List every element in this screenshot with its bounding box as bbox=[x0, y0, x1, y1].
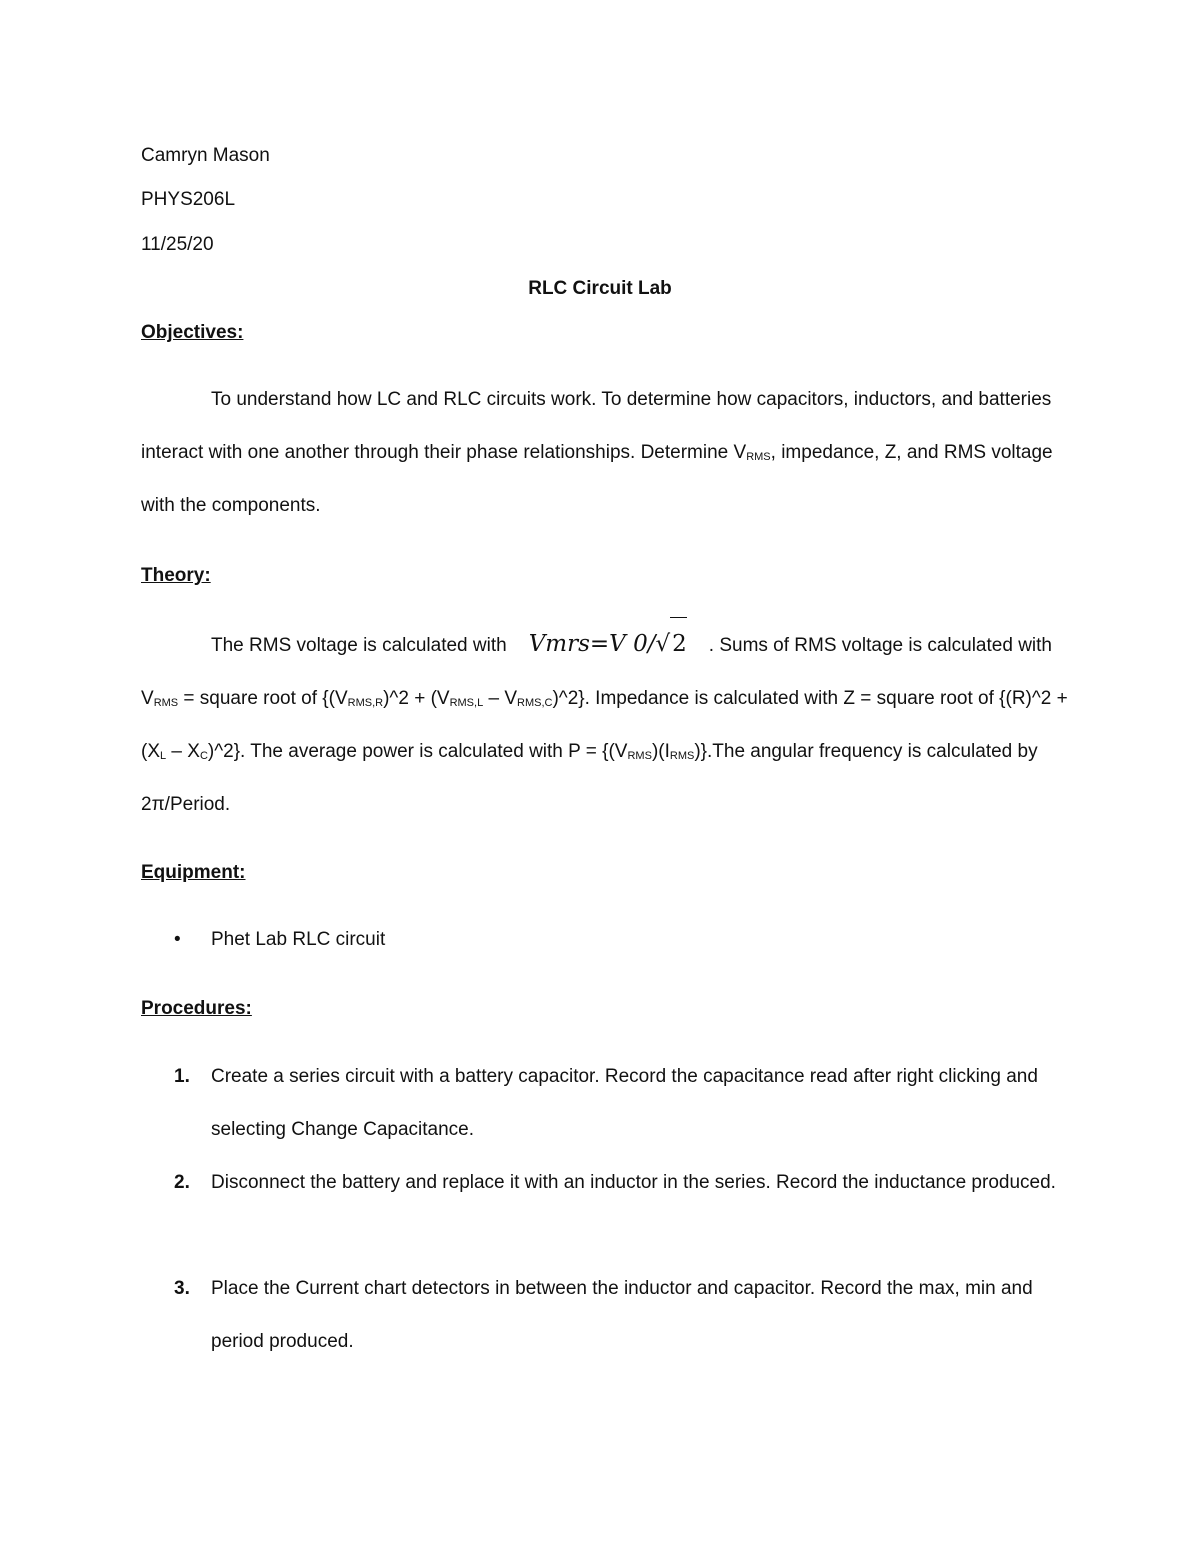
step-number: 2. bbox=[174, 1172, 190, 1193]
objectives-heading: Objectives: bbox=[141, 322, 244, 343]
theory-text: = square root of {(V bbox=[178, 688, 348, 709]
theory-sub: RMS bbox=[627, 750, 652, 762]
theory-sub: RMS,L bbox=[449, 697, 484, 709]
objectives-paragraph bbox=[141, 373, 1071, 532]
theory-text: )^2}. Impedance is calculated with Z = square root of {(R)^2 + (X bbox=[141, 688, 1068, 762]
equipment-heading: Equipment: bbox=[141, 862, 246, 883]
theory-sub: L bbox=[160, 750, 167, 762]
theory-text: – V bbox=[483, 688, 518, 709]
theory-text: )(I bbox=[651, 741, 670, 762]
date: 11/25/20 bbox=[141, 234, 214, 255]
step-text: Place the Current chart detectors in between the inductor and capacitor. Record the max, min and period produced. bbox=[211, 1278, 1033, 1352]
bullet-icon: • bbox=[174, 929, 181, 950]
objectives-sub-rms: RMS bbox=[746, 451, 771, 463]
equipment-item: Phet Lab RLC circuit bbox=[211, 929, 386, 950]
rms-formula: Vmrs=V 0/√2 bbox=[529, 617, 687, 671]
formula-sqrt: 2 bbox=[670, 617, 687, 671]
step-number: 3. bbox=[174, 1278, 190, 1299]
theory-text: . Sums of RMS voltage is calculated with V bbox=[141, 635, 1052, 709]
author-name: Camryn Mason bbox=[141, 145, 270, 166]
step-text: Disconnect the battery and replace it with an inductor in the series. Record the inductance produced. bbox=[211, 1172, 1056, 1193]
theory-sub: RMS,R bbox=[347, 697, 384, 709]
theory-text: The RMS voltage is calculated with bbox=[211, 635, 507, 656]
objectives-text-b: , impedance, Z, and RMS voltage with the components. bbox=[141, 442, 1053, 516]
course-code: PHYS206L bbox=[141, 189, 236, 210]
theory-text: – X bbox=[166, 741, 200, 762]
step-number: 1. bbox=[174, 1066, 190, 1087]
document-title: RLC Circuit Lab bbox=[528, 278, 672, 299]
theory-text: )^2 + (V bbox=[383, 688, 450, 709]
procedures-heading: Procedures: bbox=[141, 998, 252, 1019]
step-text: Create a series circuit with a battery capacitor. Record the capacitance read after right clicking and selecting Change Capacitance. bbox=[211, 1066, 1038, 1140]
theory-sub: RMS bbox=[669, 750, 695, 762]
theory-sub: RMS,C bbox=[517, 697, 553, 709]
theory-heading: Theory: bbox=[141, 565, 211, 586]
theory-text: )}.The angular frequency is calculated by 2π/Period. bbox=[141, 741, 1038, 815]
theory-paragraph bbox=[141, 617, 1071, 831]
theory-sub: RMS bbox=[153, 697, 179, 709]
formula-lhs: Vmrs=V 0/ bbox=[528, 631, 656, 657]
objectives-text-a: To understand how LC and RLC circuits work. To determine how capacitors, inductors, and batteries interact with one another through their phase relationships. Determine V bbox=[141, 389, 1052, 463]
theory-text: )^2}. The average power is calculated with P = {(V bbox=[207, 741, 628, 762]
theory-sub: C bbox=[199, 750, 208, 762]
